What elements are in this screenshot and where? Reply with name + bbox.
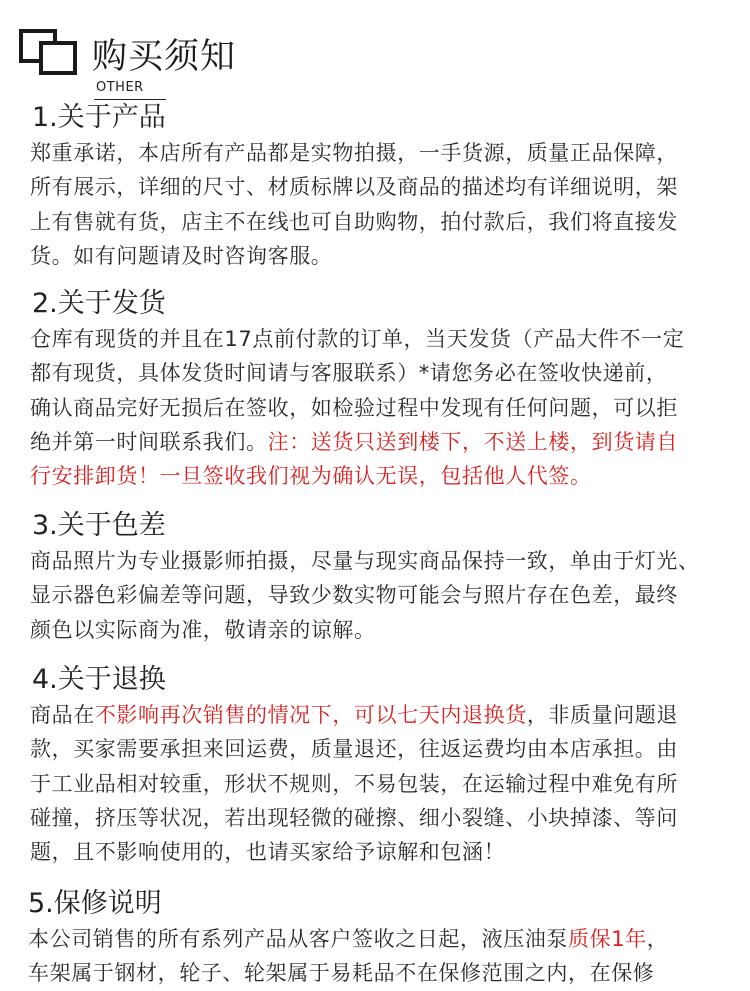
body-text: 货。如有问题请及时咨询客服。 (30, 243, 333, 268)
section-title: 5.保修说明 (28, 888, 162, 919)
page-header (14, 18, 254, 95)
highlight-text: 注：送货只送到楼下，不送上楼，到货请自 (267, 429, 679, 454)
text-line (30, 732, 740, 766)
body-text: 于工业品相对较重，形状不规则，不易包装，在运输过程中难免有所 (30, 771, 678, 796)
body-text: 上有售就有货，店主不在线也可自助购物，拍付款后，我们将直接发 (30, 209, 678, 234)
body-text: 商品照片为专业摄影师拍摄，尽量与现实商品保持一致，单由于灯光、 (30, 549, 700, 573)
body-text: 商品在 (30, 703, 95, 727)
highlight-text: 行安排卸货！一旦签收我们视为确认无误，包括他人代签。 (30, 464, 592, 489)
section-body (30, 698, 740, 869)
text-line (30, 835, 740, 869)
text-line (28, 922, 740, 956)
body-text: 仓库有现货的并且在17点前付款的订单，当天发货（产品大件不一定 (30, 327, 685, 351)
section-body (28, 922, 740, 991)
section-product (30, 100, 740, 273)
text-line (30, 356, 740, 390)
text-line (30, 578, 740, 612)
highlight-text: 不影响再次销售的情况下，可以七天内退换货 (94, 703, 527, 727)
section-title: 3.关于色差 (32, 510, 166, 541)
text-line (30, 801, 740, 835)
text-line (30, 136, 740, 170)
body-text: 都有现货，具体发货时间请与客服联系）*请您务必在签收快递前， (30, 361, 668, 386)
body-text: 郑重承诺，本店所有产品都是实物拍摄，一手货源，质量正品保障， (30, 141, 678, 165)
section-title: 1.关于产品 (32, 102, 166, 133)
section-title: 2.关于发货 (32, 288, 166, 319)
body-text: 车架属于钢材，轮子、轮架属于易耗品不在保修范围之内，在保修 (28, 961, 655, 986)
text-line (30, 613, 740, 647)
body-text: 本公司销售的所有系列产品从客户签收之日起，液压油泵 (28, 927, 568, 951)
body-text: 所有展示，详细的尺寸、材质标牌以及商品的描述均有详细说明，架 (30, 175, 678, 200)
body-text: ， (646, 927, 669, 951)
section-title: 4.关于退换 (32, 664, 166, 695)
text-line (30, 544, 740, 578)
text-line (30, 170, 740, 204)
section-color-difference (30, 508, 740, 647)
body-text: 碰撞，挤压等状况，若出现轻微的碰擦、细小裂缝、小块掉漆、等问 (30, 805, 678, 830)
text-line (30, 425, 740, 459)
text-line (30, 698, 740, 732)
body-text: 显示器色彩偏差等问题，导致少数实物可能会与照片存在色差，最终 (30, 583, 678, 608)
text-line (28, 956, 740, 990)
highlight-text: 质保1年 (568, 927, 647, 951)
text-line (30, 459, 740, 493)
text-line (30, 205, 740, 239)
body-text: ，非质量问题退 (526, 703, 679, 727)
overlapping-squares-icon (18, 28, 80, 76)
text-line (30, 767, 740, 801)
page-title: 购买须知 (92, 37, 237, 77)
body-text: 确认商品完好无损后在签收，如检验过程中发现有任何问题，可以拒 (30, 395, 678, 420)
section-body (30, 136, 740, 273)
page-subtitle: OTHER (96, 80, 144, 95)
text-line (30, 391, 740, 425)
body-text: 绝并第一时间联系我们。 (30, 429, 268, 454)
text-line (30, 239, 740, 273)
section-shipping (30, 286, 740, 493)
body-text: 题，且不影响使用的，也请买家给予谅解和包涵！ (30, 840, 506, 865)
section-body (30, 544, 740, 647)
section-returns (30, 662, 740, 869)
body-text: 颜色以实际商为准，敬请亲的谅解。 (30, 617, 376, 642)
body-text: 款，买家需要承担来回运费，质量退还，往返运费均由本店承担。由 (30, 737, 678, 762)
text-line (30, 322, 740, 356)
section-body (30, 322, 740, 493)
